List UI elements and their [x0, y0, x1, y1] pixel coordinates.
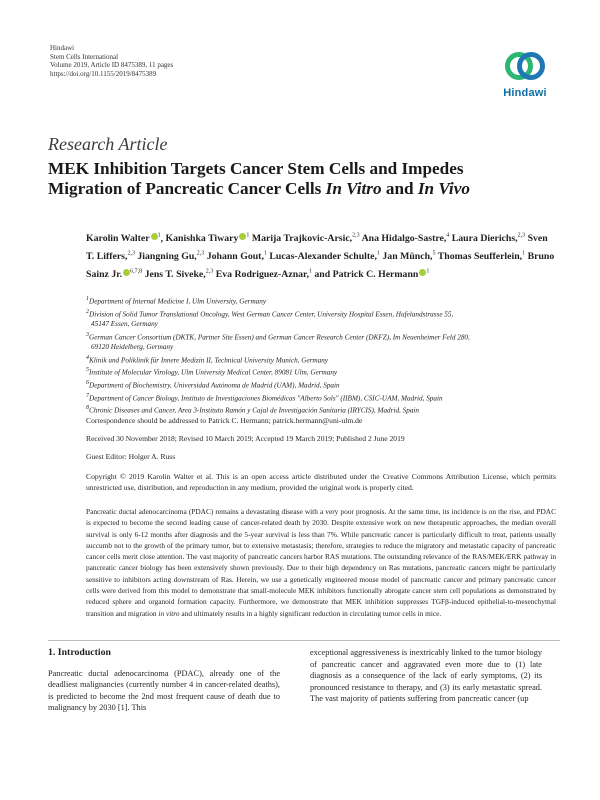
author-affiliation-mark: 1 [246, 233, 250, 239]
author-name: Lucas-Alexander Schulte,$^1$ [269, 250, 380, 262]
affiliation-item: $^8$Chronic Diseases and Cancer, Area 3-Instituto Ramón y Cajal de Investigación Sanitaria (IRYCIS), Madrid, Spain [86, 405, 419, 415]
author-name: Jan Münch,$^5$ [382, 250, 436, 262]
journal-meta [50, 44, 173, 78]
publisher-name: Hindawi [50, 44, 75, 52]
affiliation-item: $^5$Institute of Molecular Virology, Ulm University Medical Center, 89081 Ulm, Germany [86, 367, 338, 377]
copyright-notice: Copyright © 2019 Karolin Walter et al. This is an open access article distributed under the Creative Commons Attribution License, which permits unrestricted use, distribution, and reproduction in any medium, provided the original work is properly cited. [86, 472, 556, 492]
author-name: Eva Rodriguez-Aznar,$^1$ [215, 268, 312, 280]
affiliation-number: 7 [86, 392, 89, 399]
affiliation-item: $^6$Department of Biochemistry, Universidad Autónoma de Madrid (UAM), Madrid, Spain [86, 380, 340, 390]
author-affiliation-mark: 2,3 [517, 233, 526, 239]
affiliation-item: $^3$German Cancer Consortium (DKTK, Partner Site Essen) and German Cancer Research Center (DKFZ), Im Neuenheimer Feld 280, [86, 331, 470, 342]
guest-editor: Guest Editor: Holger A. Russ [86, 452, 176, 461]
affiliation-number: 8 [86, 405, 89, 412]
author-affiliation-mark: 4 [446, 233, 450, 239]
hindawi-logo-icon [503, 46, 547, 86]
intro-paragraph-left: Pancreatic ductal adenocarcinoma (PDAC), already one of the deadliest malignancies (currently number 4 in cancer-related deaths), is predicted to become the 2nd most frequent cause of death due to malignancy by 2030 [1]. This [48, 668, 280, 713]
article-title [48, 159, 548, 199]
author-affiliation-mark: 2,3 [127, 250, 135, 257]
volume-line: Volume 2019, Article ID 8475389, 11 pages [50, 61, 174, 70]
author-name: Sven T. Liffers,$^{2,3}$ [86, 233, 548, 262]
author-affiliation-mark: 5 [432, 250, 436, 257]
author-name: Karolin Walter $^1$ [86, 233, 161, 245]
affiliation-item: $^1$Department of Internal Medicine I, Ulm University, Germany [86, 296, 267, 306]
author-name: Jens T. Siveke,$^{2,3}$ [144, 268, 214, 280]
affiliation-item: $^4$Klinik und Poliklinik für Innere Medizin II, Technical University Munich, Germany [86, 354, 329, 365]
author-affiliation-mark: 2,3 [205, 268, 214, 275]
author-affiliation-mark: 6,7,8 [130, 268, 143, 275]
intro-right-column [310, 647, 542, 705]
author-affiliation-mark: 1 [157, 233, 161, 239]
author-affiliation-mark: 2,3 [196, 250, 205, 257]
divider [48, 640, 560, 641]
author-name: Thomas Seufferlein,$^1$ [437, 250, 526, 262]
affiliation-item: 69120 Heidelberg, Germany [91, 343, 174, 352]
affiliation-number: 3 [86, 331, 89, 338]
title-line-2: Migration of Pancreatic Cancer Cells In Vitro and In Vivo [48, 179, 470, 198]
author-affiliation-mark: 1 [308, 268, 312, 275]
affiliation-item: $^2$Division of Solid Tumor Translational Oncology, West German Cancer Center, University Hospital Essen, Hufelandstrasse 55, [86, 308, 454, 319]
logo-text: Hindawi [503, 87, 547, 99]
author-name: Jiangning Gu,$^{2,3}$ [137, 250, 205, 262]
section-heading: 1. Introduction [48, 647, 111, 658]
intro-left-column [48, 647, 280, 714]
author-affiliation-mark: 1 [426, 268, 430, 275]
author-affiliation-mark: 1 [522, 250, 526, 257]
author-name: Kanishka Tiwary $^1$ [165, 233, 250, 245]
article-type: Research Article [48, 134, 168, 154]
correspondence: Correspondence should be addressed to Patrick C. Hermann; patrick.hermann@uni-ulm.de [86, 416, 363, 425]
author-name: Ana Hidalgo-Sastre,$^4$ [361, 233, 450, 245]
author-list: Karolin Walter $^1$, Kanishka Tiwary $^1$ Marija Trajkovic-Arsic,$^{2,3}$ Ana Hidalgo-Sastre,$^4$ Laura Dierichs,$^{2,3}$ Sven T. Liffers,$^{2,3}$ Jiangning Gu,$^{2,3}$ Johann Gout,$^1$ Lucas-Alexander Schulte,$^1$ Jan Münch,$^5$ Thomas Seufferlein,$^1$ Bruno Sainz Jr. $^{6,7,8}$ Jens T. Siveke,$^{2,3}$ Eva Rodriguez-Aznar,$^1$ and Patrick C. Hermann $^1$ [86, 233, 555, 280]
affiliation-item: 45147 Essen, Germany [91, 320, 158, 329]
affiliation-item: $^7$Department of Cancer Biology, Instituto de Investigaciones Biomédicas "Alberto Sols" (IIBM), CSIC-UAM, Madrid, Spain [86, 392, 443, 403]
author-name: Johann Gout,$^1$ [206, 250, 267, 262]
author-affiliation-mark: 2,3 [352, 233, 360, 239]
affiliation-number: 4 [86, 354, 89, 361]
hindawi-logo [494, 46, 556, 106]
affiliation-number: 6 [86, 380, 89, 387]
affiliation-number: 1 [86, 296, 89, 302]
doi-link[interactable]: https://doi.org/10.1155/2019/8475389 [50, 69, 157, 78]
journal-name: Stem Cells International [50, 52, 119, 61]
author-name: Marija Trajkovic-Arsic,$^{2,3}$ [251, 233, 360, 245]
author-affiliation-mark: 1 [263, 250, 267, 257]
author-name: and Patrick C. Hermann $^1$ [314, 268, 430, 280]
affiliation-number: 2 [86, 308, 89, 315]
title-line-1: MEK Inhibition Targets Cancer Stem Cells and Impedes [48, 159, 464, 178]
author-affiliation-mark: 1 [376, 250, 380, 257]
author-name: Bruno Sainz Jr. $^{6,7,8}$ [86, 250, 555, 280]
affiliation-number: 5 [86, 367, 89, 374]
abstract: Pancreatic ductal adenocarcinoma (PDAC) remains a devastating disease with a very poor prognosis. At the same time, its incidence is on the rise, and PDAC is expected to become the second leading cause of cancer-related death by 2030. Despite extensive work on new therapeutic approaches, the median overall survival is only 6-12 months after diagnosis and the 5-year survival is less than 7%. While pancreatic cancer is particularly difficult to treat, patients usually succumb not to the growth of the primary tumor, but to extensive metastasis; therefore, strategies to reduce the migratory and metastatic capacity of pancreatic cancer cells merit close attention. The vast majority of pancreatic cancers harbor RAS mutations. The outstanding relevance of the RAS/MEK/ERK pathway in pancreatic cancer biology has been extensively shown previously. Due to their high dependency on Ras mutations, pancreatic cancers might be particularly sensitive to inhibitors acting downstream of Ras. Herein, we use a genetically engineered mouse model of pancreatic cancer and primary pancreatic cancer cells were derived from this model to demonstrate that small-molecule MEK inhibitors functionally abrogate cancer stem cell populations as demonstrated by reduced sphere and organoid formation capacity. Furthermore, we demonstrate that MEK inhibition suppresses TGFβ-induced epithelial-to-mesenchymal transition and migration in vitro and ultimately results in a highly significant reduction in circulating tumor cells in mice. [86, 507, 556, 618]
intro-paragraph-right: exceptional aggressiveness is inextricably linked to the tumor biology of pancreatic cancer and aggravated even more due to (1) late diagnosis as a consequence of the lack of early symptoms, (2) its pronounced resistance to therapy, and (3) its early metastatic spread. The vast majority of patients suffering from pancreatic cancer (up [310, 648, 542, 704]
orcid-icon[interactable] [151, 233, 158, 240]
article-dates: Received 30 November 2018; Revised 10 March 2019; Accepted 19 March 2019; Published 2 June 2019 [86, 434, 405, 443]
author-name: Laura Dierichs,$^{2,3}$ [451, 233, 526, 245]
affiliation-list [86, 294, 556, 416]
